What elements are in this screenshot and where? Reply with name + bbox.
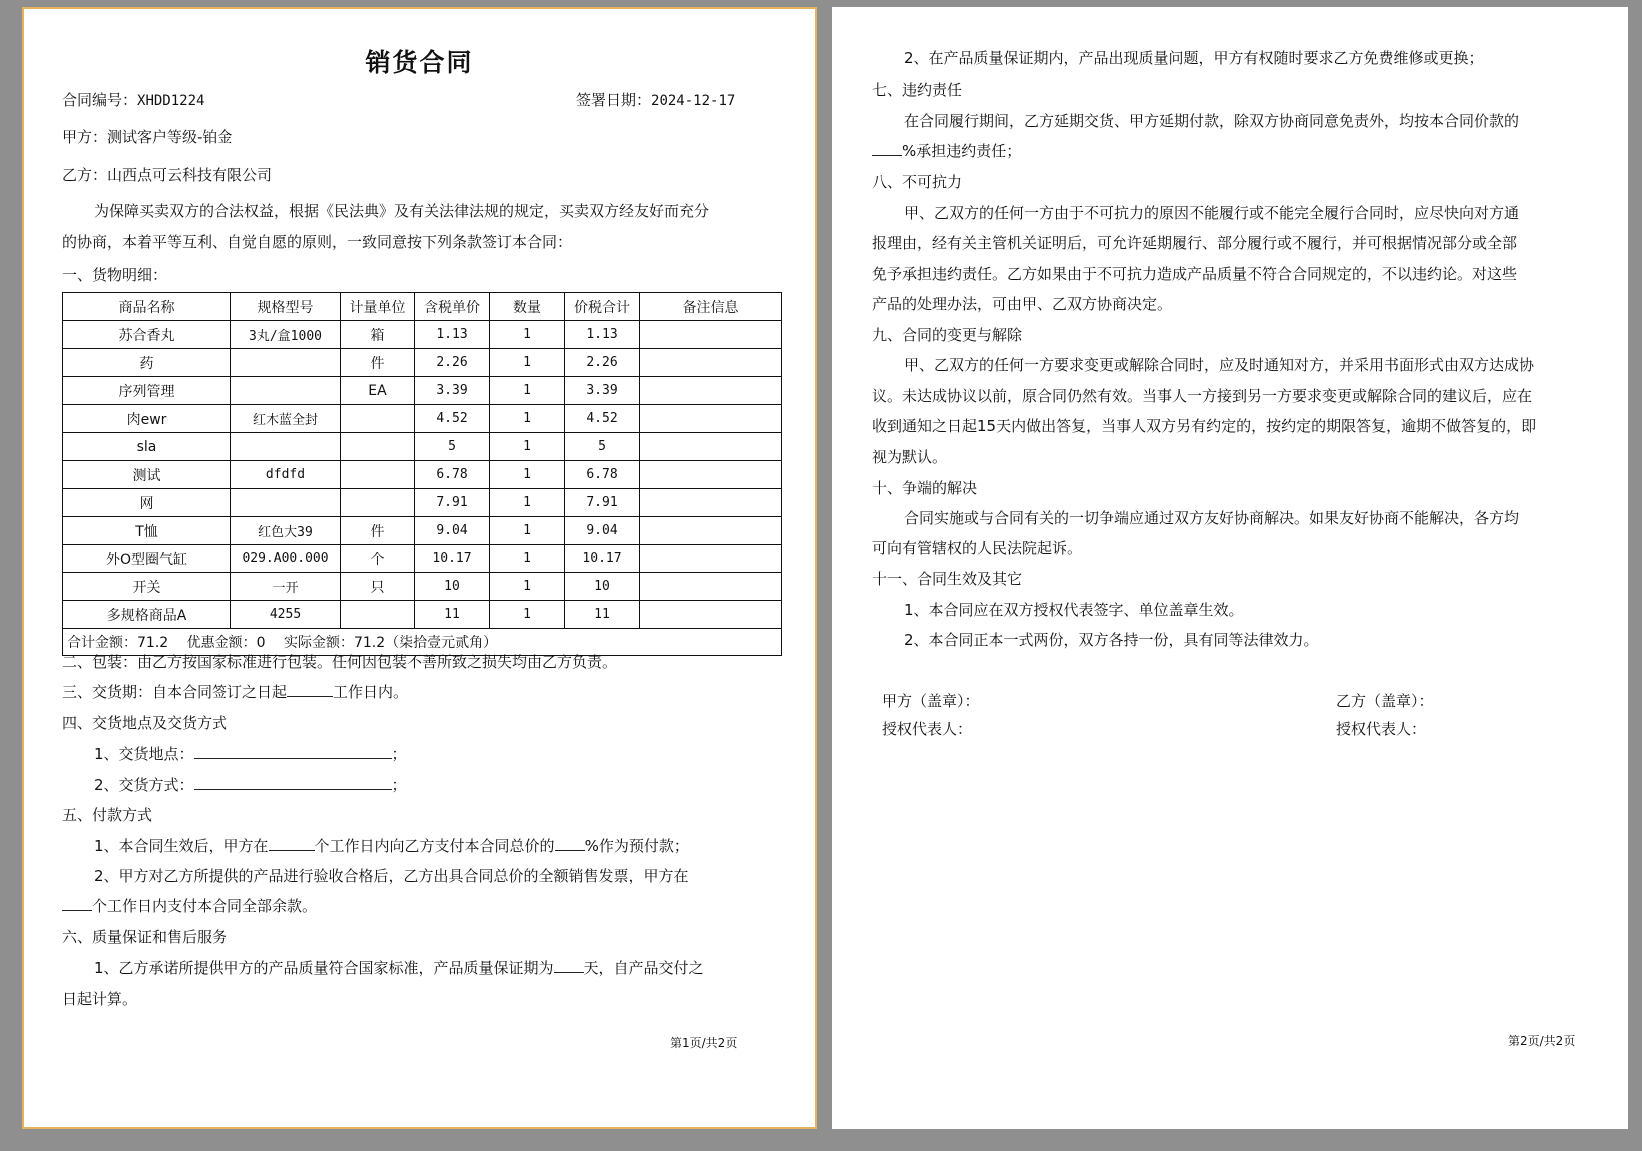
cell-remark — [640, 321, 782, 349]
cell-subtotal: 2.26 — [565, 349, 640, 377]
cell-quantity: 1 — [490, 349, 565, 377]
blank-line — [554, 957, 584, 973]
contract-number — [62, 89, 204, 112]
cell-quantity: 1 — [490, 321, 565, 349]
cell-spec — [231, 489, 341, 517]
party-a: 甲方：测试客户等级-铂金 — [62, 128, 233, 146]
payment-item-1-text: %作为预付款； — [584, 837, 689, 855]
change-line-3: 收到通知之日起15天内做出答复，当事人双方另有约定的，按约定的期限答复，逾期不做答复的，即 — [872, 417, 1537, 435]
blank-line — [555, 835, 585, 851]
table-header-row — [63, 293, 782, 321]
cell-name: 多规格商品A — [63, 601, 231, 629]
cell-spec: dfdfd — [231, 461, 341, 489]
cell-unit: 个 — [341, 545, 415, 573]
cell-subtotal: 6.78 — [565, 461, 640, 489]
cell-subtotal: 11 — [565, 601, 640, 629]
table-row — [63, 405, 782, 433]
contract-number-value: XHDD1224 — [137, 93, 205, 109]
sign-date-label: 签署日期： — [576, 91, 652, 109]
section-liability: 七、违约责任 — [872, 81, 963, 99]
cell-quantity: 1 — [490, 405, 565, 433]
col-header-remark: 备注信息 — [640, 293, 782, 321]
party-a-seal-label: 甲方（盖章）： — [882, 692, 980, 710]
payment-item-2-text: 个工作日内支付本合同全部余款。 — [92, 897, 318, 915]
cell-subtotal: 7.91 — [565, 489, 640, 517]
section-goods-heading: 一、货物明细： — [62, 266, 168, 284]
delivery-place-semicolon: ； — [391, 745, 407, 763]
cell-unit-price: 2.26 — [415, 349, 490, 377]
cell-unit — [341, 601, 415, 629]
cell-unit — [341, 489, 415, 517]
contract-number-label: 合同编号： — [62, 91, 138, 109]
section-force-majeure: 八、不可抗力 — [872, 173, 963, 191]
cell-spec — [231, 349, 341, 377]
warranty-item-1-text: 天，自产品交付之 — [583, 959, 704, 977]
cell-spec: 一开 — [231, 573, 341, 601]
section-delivery-place: 四、交货地点及交货方式 — [62, 714, 228, 732]
effective-item-2: 2、本合同正本一式两份，双方各持一份，具有同等法律效力。 — [904, 631, 1319, 649]
cell-name: 苏合香丸 — [63, 321, 231, 349]
section-delivery-period — [62, 681, 408, 703]
force-majeure-line-4: 产品的处理办法，可由甲、乙双方协商决定。 — [872, 295, 1173, 313]
cell-remark — [640, 405, 782, 433]
delivery-period-text: 三、交货期：自本合同签订之日起 — [62, 683, 288, 701]
payment-item-2-line-1: 2、甲方对乙方所提供的产品进行验收合格后，乙方出具合同总价的全额销售发票，甲方在 — [94, 867, 689, 885]
table-row — [63, 349, 782, 377]
cell-remark — [640, 461, 782, 489]
cell-name: 外O型圈气缸 — [63, 545, 231, 573]
cell-unit-price: 10 — [415, 573, 490, 601]
blank-line — [872, 140, 902, 156]
intro-line-1: 为保障买卖双方的合法权益，根据《民法典》及有关法律法规的规定，买卖双方经友好而充分 — [94, 202, 710, 220]
cell-unit — [341, 433, 415, 461]
col-header-name: 商品名称 — [63, 293, 231, 321]
delivery-period-suffix: 工作日内。 — [333, 683, 409, 701]
cell-subtotal: 4.52 — [565, 405, 640, 433]
cell-remark — [640, 601, 782, 629]
dispute-line-1: 合同实施或与合同有关的一切争端应通过双方友好协商解决。如果友好协商不能解决，各方均 — [904, 509, 1520, 527]
cell-spec: 红色大39 — [231, 517, 341, 545]
cell-quantity: 1 — [490, 461, 565, 489]
cell-spec: 红木蓝全封 — [231, 405, 341, 433]
cell-unit: 件 — [341, 517, 415, 545]
delivery-method-label: 2、交货方式： — [94, 776, 194, 794]
cell-unit-price: 3.39 — [415, 377, 490, 405]
cell-name: 肉ewr — [63, 405, 231, 433]
force-majeure-line-1: 甲、乙双方的任何一方由于不可抗力的原因不能履行或不能完全履行合同时，应尽快向对方通 — [904, 204, 1520, 222]
table-row — [63, 517, 782, 545]
cell-subtotal: 10.17 — [565, 545, 640, 573]
cell-remark — [640, 573, 782, 601]
cell-quantity: 1 — [490, 489, 565, 517]
change-line-4: 视为默认。 — [872, 448, 948, 466]
section-change: 九、合同的变更与解除 — [872, 326, 1023, 344]
cell-name: 药 — [63, 349, 231, 377]
cell-unit-price: 6.78 — [415, 461, 490, 489]
cell-quantity: 1 — [490, 601, 565, 629]
cell-spec — [231, 377, 341, 405]
warranty-item-1-line-1 — [94, 957, 704, 979]
payment-item-1-text: 个工作日内向乙方支付本合同总价的 — [314, 837, 555, 855]
col-header-unit-price: 含税单价 — [415, 293, 490, 321]
liability-line-1: 在合同履行期间，乙方延期交货、甲方延期付款，除双方协商同意免责外，均按本合同价款的 — [904, 112, 1520, 130]
cell-unit: 只 — [341, 573, 415, 601]
table-row — [63, 321, 782, 349]
cell-unit — [341, 405, 415, 433]
page-footer: 第1页/共2页 — [670, 1036, 738, 1050]
cell-quantity: 1 — [490, 517, 565, 545]
intro-line-2: 的协商，本着平等互利、自觉自愿的原则，一致同意按下列条款签订本合同： — [62, 233, 573, 251]
cell-remark — [640, 489, 782, 517]
cell-subtotal: 1.13 — [565, 321, 640, 349]
cell-subtotal: 3.39 — [565, 377, 640, 405]
effective-item-1: 1、本合同应在双方授权代表签字、单位盖章生效。 — [904, 601, 1244, 619]
table-row — [63, 573, 782, 601]
warranty-item-1-line-2: 日起计算。 — [62, 990, 138, 1008]
cell-unit-price: 9.04 — [415, 517, 490, 545]
cell-subtotal: 9.04 — [565, 517, 640, 545]
table-row — [63, 377, 782, 405]
cell-unit-price: 10.17 — [415, 545, 490, 573]
col-header-spec: 规格型号 — [231, 293, 341, 321]
force-majeure-line-2: 报理由，经有关主管机关证明后，可允许延期履行、部分履行或不履行，并可根据情况部分或全部 — [872, 234, 1518, 252]
cell-unit-price: 11 — [415, 601, 490, 629]
page-title: 销货合同 — [365, 48, 474, 77]
section-dispute: 十、争端的解决 — [872, 479, 978, 497]
cell-unit-price: 1.13 — [415, 321, 490, 349]
party-b-representative-label: 授权代表人： — [1336, 720, 1427, 738]
goods-table — [62, 292, 782, 656]
party-a-representative-label: 授权代表人： — [882, 720, 973, 738]
blank-line — [287, 681, 333, 697]
cell-spec: 029.A00.000 — [231, 545, 341, 573]
cell-subtotal: 10 — [565, 573, 640, 601]
total-amount: 合计金额：71.2 优惠金额：0 实际金额：71.2（柒拾壹元贰角） — [63, 629, 782, 656]
cell-unit-price: 5 — [415, 433, 490, 461]
payment-item-1 — [94, 835, 689, 857]
cell-subtotal: 5 — [565, 433, 640, 461]
delivery-method-semicolon: ； — [391, 776, 407, 794]
force-majeure-line-3: 免予承担违约责任。乙方如果由于不可抗力造成产品质量不符合合同规定的，不以违约论。对这些 — [872, 265, 1518, 283]
cell-name: T恤 — [63, 517, 231, 545]
cell-name: 测试 — [63, 461, 231, 489]
col-header-unit: 计量单位 — [341, 293, 415, 321]
table-row — [63, 461, 782, 489]
cell-quantity: 1 — [490, 433, 565, 461]
cell-unit-price: 4.52 — [415, 405, 490, 433]
cell-spec: 3丸/盒1000 — [231, 321, 341, 349]
change-line-1: 甲、乙双方的任何一方要求变更或解除合同时，应及时通知对方，并采用书面形式由双方达成协 — [904, 356, 1535, 374]
blank-line — [194, 743, 392, 759]
warranty-item-2: 2、在产品质量保证期内，产品出现质量问题，甲方有权随时要求乙方免费维修或更换； — [904, 49, 1484, 67]
change-line-2: 议。未达成协议以前，原合同仍然有效。当事人一方接到另一方要求变更或解除合同的建议后，应在 — [872, 387, 1533, 405]
delivery-method-item — [94, 774, 407, 796]
sign-date — [576, 89, 735, 112]
contract-page-1 — [22, 7, 817, 1129]
cell-unit: 箱 — [341, 321, 415, 349]
contract-page-2 — [832, 7, 1628, 1129]
sign-date-value: 2024-12-17 — [651, 93, 736, 109]
cell-unit — [341, 461, 415, 489]
delivery-place-label: 1、交货地点： — [94, 745, 194, 763]
table-row — [63, 545, 782, 573]
delivery-place-item — [94, 743, 407, 765]
section-warranty: 六、质量保证和售后服务 — [62, 928, 228, 946]
table-row — [63, 601, 782, 629]
cell-unit-price: 7.91 — [415, 489, 490, 517]
section-payment: 五、付款方式 — [62, 806, 153, 824]
cell-unit: EA — [341, 377, 415, 405]
payment-item-2-line-2 — [62, 895, 317, 917]
cell-remark — [640, 517, 782, 545]
blank-line — [269, 835, 315, 851]
cell-quantity: 1 — [490, 377, 565, 405]
cell-remark — [640, 545, 782, 573]
table-row — [63, 489, 782, 517]
cell-remark — [640, 377, 782, 405]
liability-text: %承担违约责任； — [902, 142, 1022, 160]
cell-unit: 件 — [341, 349, 415, 377]
cell-name: 开关 — [63, 573, 231, 601]
blank-line — [62, 895, 92, 911]
col-header-subtotal: 价税合计 — [565, 293, 640, 321]
col-header-quantity: 数量 — [490, 293, 565, 321]
dispute-line-2: 可向有管辖权的人民法院起诉。 — [872, 539, 1083, 557]
cell-spec: 4255 — [231, 601, 341, 629]
cell-name: sla — [63, 433, 231, 461]
party-b: 乙方：山西点可云科技有限公司 — [62, 166, 273, 184]
section-packaging: 二、包装：由乙方按国家标准进行包装。任何因包装不善所致之损失均由乙方负责。 — [62, 653, 618, 671]
cell-name: 网 — [63, 489, 231, 517]
table-row — [63, 433, 782, 461]
payment-item-1-text: 1、本合同生效后，甲方在 — [94, 837, 269, 855]
cell-spec — [231, 433, 341, 461]
cell-quantity: 1 — [490, 545, 565, 573]
page-footer: 第2页/共2页 — [1508, 1034, 1576, 1048]
blank-line — [194, 774, 392, 790]
cell-quantity: 1 — [490, 573, 565, 601]
party-b-seal-label: 乙方（盖章）： — [1336, 692, 1434, 710]
cell-remark — [640, 433, 782, 461]
warranty-item-1-text: 1、乙方承诺所提供甲方的产品质量符合国家标准，产品质量保证期为 — [94, 959, 554, 977]
section-effective: 十一、合同生效及其它 — [872, 570, 1023, 588]
liability-line-2 — [872, 140, 1021, 162]
cell-remark — [640, 349, 782, 377]
cell-name: 序列管理 — [63, 377, 231, 405]
